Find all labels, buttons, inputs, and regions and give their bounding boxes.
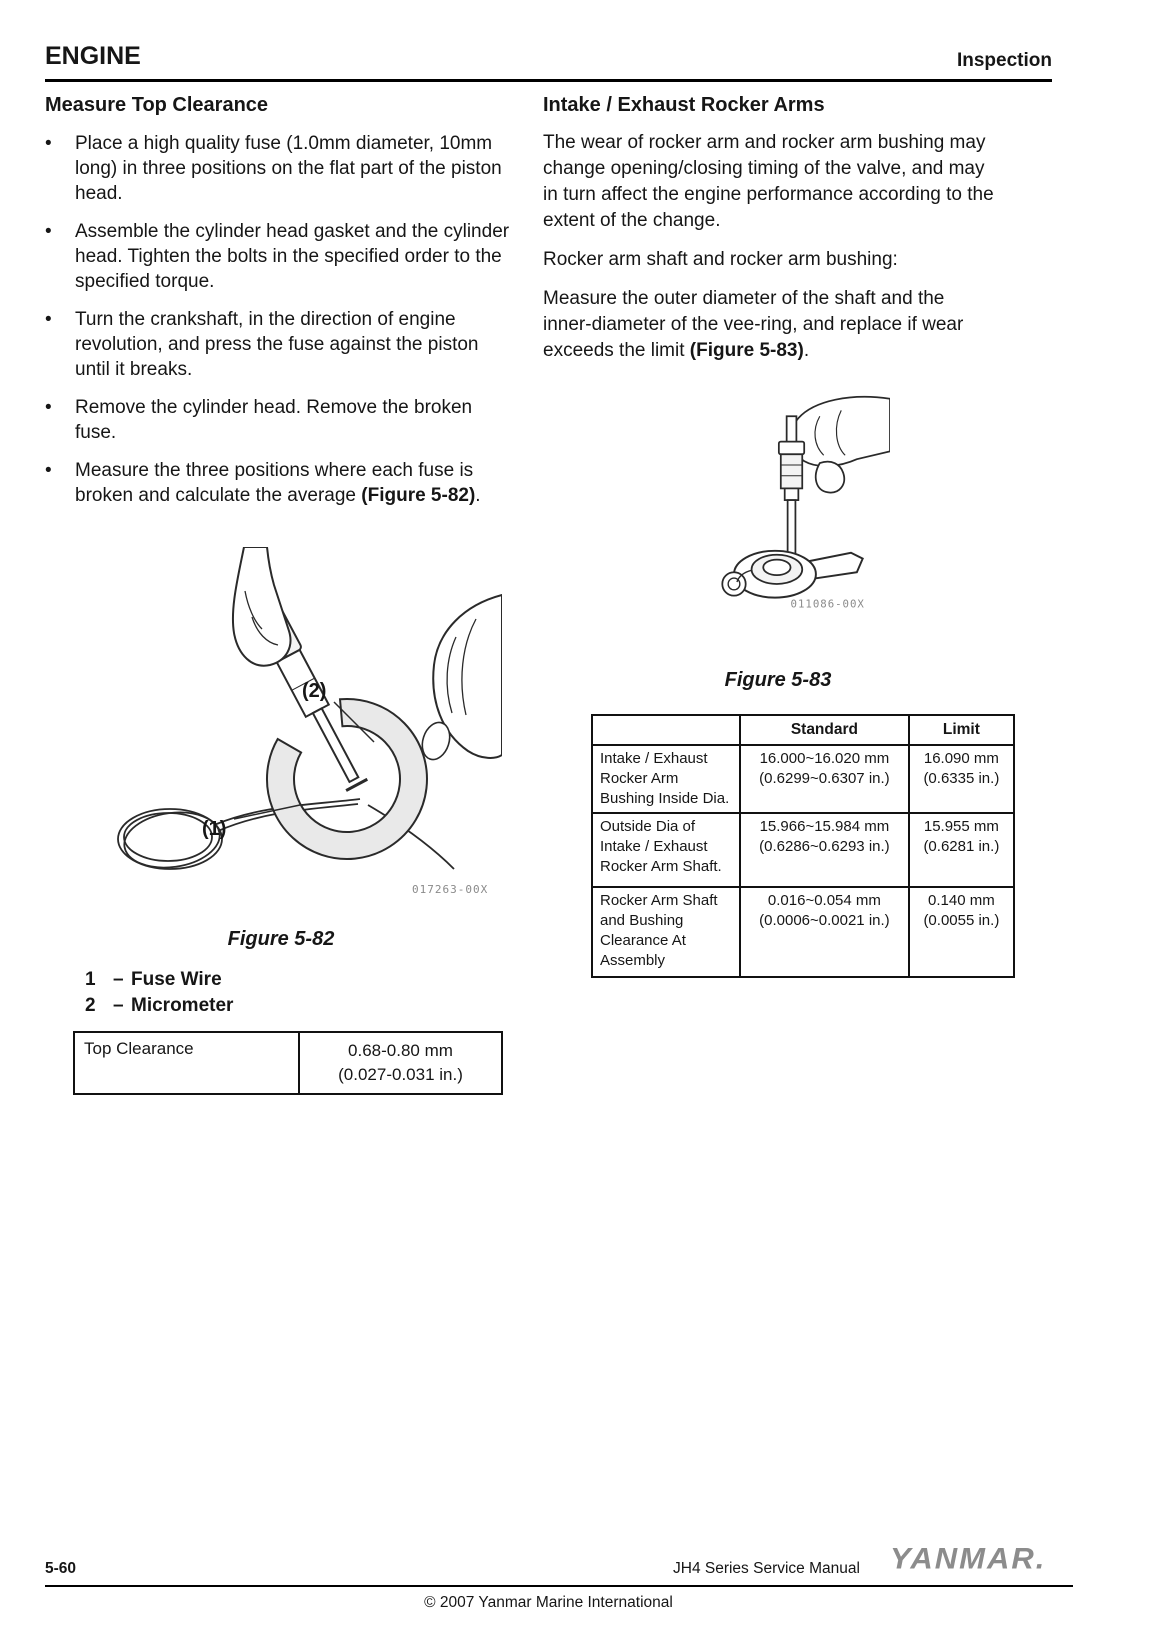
- spec-name-cell: Outside Dia of Intake / Exhaust Rocker Arm Shaft.: [592, 813, 740, 887]
- list-item: [45, 131, 517, 206]
- list-item-text: [75, 458, 517, 508]
- value-in: (0.6281 in.): [923, 838, 1000, 855]
- footer-copyright: © 2007 Yanmar Marine International: [424, 1594, 673, 1611]
- text-run: .: [803, 340, 810, 361]
- value-in: (0.6335 in.): [923, 770, 1000, 787]
- hand: [791, 397, 890, 493]
- value-mm: 16.000~16.020 mm: [759, 750, 890, 767]
- fuse-wire-coil: [118, 807, 223, 874]
- figure-legend: [85, 967, 517, 1019]
- page-title: ENGINE: [45, 42, 141, 70]
- bullet-icon: [45, 395, 75, 445]
- value-mm: 15.966~15.984 mm: [759, 818, 890, 835]
- standard-value-cell: [740, 887, 909, 977]
- bullet-icon: [45, 219, 75, 294]
- table-row: [592, 887, 1014, 977]
- header-limit: Limit: [909, 715, 1014, 745]
- text-run: .: [475, 485, 481, 506]
- list-item: [45, 458, 517, 508]
- right-column: [543, 94, 1000, 978]
- rocker-arm: [722, 551, 862, 598]
- figure-code: 011086-00X: [790, 597, 865, 611]
- bullet-icon: [45, 307, 75, 382]
- list-item-text: Place a high quality fuse (1.0mm diameter, 10mm long) in three positions on the flat part of the piston head.: [75, 133, 502, 204]
- list-item-text: Turn the crankshaft, in the direction of engine revolution, and press the fuse against the piston until it breaks.: [75, 309, 479, 380]
- figure-reference: (Figure 5-82): [361, 485, 476, 506]
- left-hand: [233, 547, 291, 666]
- table-row: [592, 813, 1014, 887]
- heading-measure-top-clearance: Measure Top Clearance: [45, 94, 269, 116]
- spec-value-cell: [299, 1032, 502, 1094]
- value-in: (0.0006~0.0021 in.): [759, 912, 890, 929]
- standard-value-cell: [740, 745, 909, 813]
- bullet-icon: [45, 458, 75, 508]
- micrometer-illustration: [102, 547, 502, 899]
- figure-code: 017263-00X: [412, 883, 489, 896]
- legend-item: [85, 993, 517, 1019]
- table-row: [592, 745, 1014, 813]
- paragraph: Rocker arm shaft and rocker arm bushing:: [543, 249, 898, 270]
- value-mm: 16.090 mm: [923, 750, 999, 767]
- header-blank-cell: [592, 715, 740, 745]
- paragraph: [543, 286, 995, 364]
- legend-dash: –: [113, 969, 124, 990]
- spec-name-cell: Rocker Arm Shaft and Bushing Clearance At Assembly: [592, 887, 740, 977]
- section-title: Inspection: [956, 50, 1052, 71]
- spec-name-cell: Intake / Exhaust Rocker Arm Bushing Inside Dia.: [592, 745, 740, 813]
- legend-dash: –: [113, 995, 124, 1016]
- figure-5-82-caption: Figure 5-82: [227, 928, 335, 950]
- legend-label: Micrometer: [131, 995, 234, 1016]
- list-item: [45, 395, 517, 445]
- right-hand: [418, 595, 502, 763]
- value-mm: 0.016~0.054 mm: [767, 892, 881, 909]
- callout-2-label: (2): [302, 680, 327, 702]
- footer-page-number: 5-60: [45, 1560, 77, 1577]
- procedure-list: [45, 131, 517, 508]
- value-in: (0.027-0.031 in.): [338, 1065, 463, 1084]
- value-mm: 0.68-0.80 mm: [348, 1041, 453, 1060]
- left-column: [45, 94, 517, 1095]
- table-row: [74, 1032, 502, 1094]
- header-rule: [45, 79, 1052, 82]
- limit-value-cell: [909, 813, 1014, 887]
- limit-value-cell: [909, 887, 1014, 977]
- value-mm: 15.955 mm: [923, 818, 999, 835]
- list-item-text: Remove the cylinder head. Remove the broken fuse.: [75, 397, 473, 443]
- list-item: [45, 307, 517, 382]
- text-run: Measure the outer diameter of the shaft and the inner-diameter of the vee-ring, and replace if wear exceeds the limit: [543, 288, 964, 361]
- text-run: Measure the three positions where each fuse is broken and calculate the average: [75, 460, 474, 506]
- spec-name-cell: Top Clearance: [74, 1032, 299, 1094]
- list-item: [45, 219, 517, 294]
- bullet-icon: [45, 131, 75, 206]
- value-in: (0.6299~0.6307 in.): [759, 770, 890, 787]
- footer-rule: [45, 1585, 1073, 1587]
- rocker-arm-spec-table: [591, 714, 1015, 978]
- callout-1-label: (1): [202, 818, 227, 840]
- yanmar-logo: YANMAR.: [890, 1541, 1047, 1576]
- limit-value-cell: [909, 745, 1014, 813]
- figure-5-83-caption: Figure 5-83: [724, 669, 832, 691]
- legend-item: [85, 967, 517, 993]
- standard-value-cell: [740, 813, 909, 887]
- top-clearance-table: [73, 1031, 503, 1095]
- legend-label: Fuse Wire: [131, 969, 222, 990]
- legend-number: 1: [85, 969, 96, 990]
- value-in: (0.6286~0.6293 in.): [759, 838, 890, 855]
- value-mm: 0.140 mm: [928, 892, 995, 909]
- header-standard: Standard: [740, 715, 909, 745]
- list-item-text: Assemble the cylinder head gasket and the cylinder head. Tighten the bolts in the specified order to the specified torque.: [75, 221, 510, 292]
- value-in: (0.0055 in.): [923, 912, 1000, 929]
- rocker-arm-illustration: [695, 388, 890, 620]
- legend-number: 2: [85, 995, 96, 1016]
- figure-reference: (Figure 5-83): [689, 340, 804, 361]
- heading-rocker-arms: Intake / Exhaust Rocker Arms: [543, 94, 825, 116]
- table-header-row: [592, 715, 1014, 745]
- footer-manual-title: JH4 Series Service Manual: [673, 1560, 860, 1577]
- paragraph: The wear of rocker arm and rocker arm bushing may change opening/closing timing of the valve, and may in turn affect the engine performance according to the extent of the change.: [543, 132, 994, 231]
